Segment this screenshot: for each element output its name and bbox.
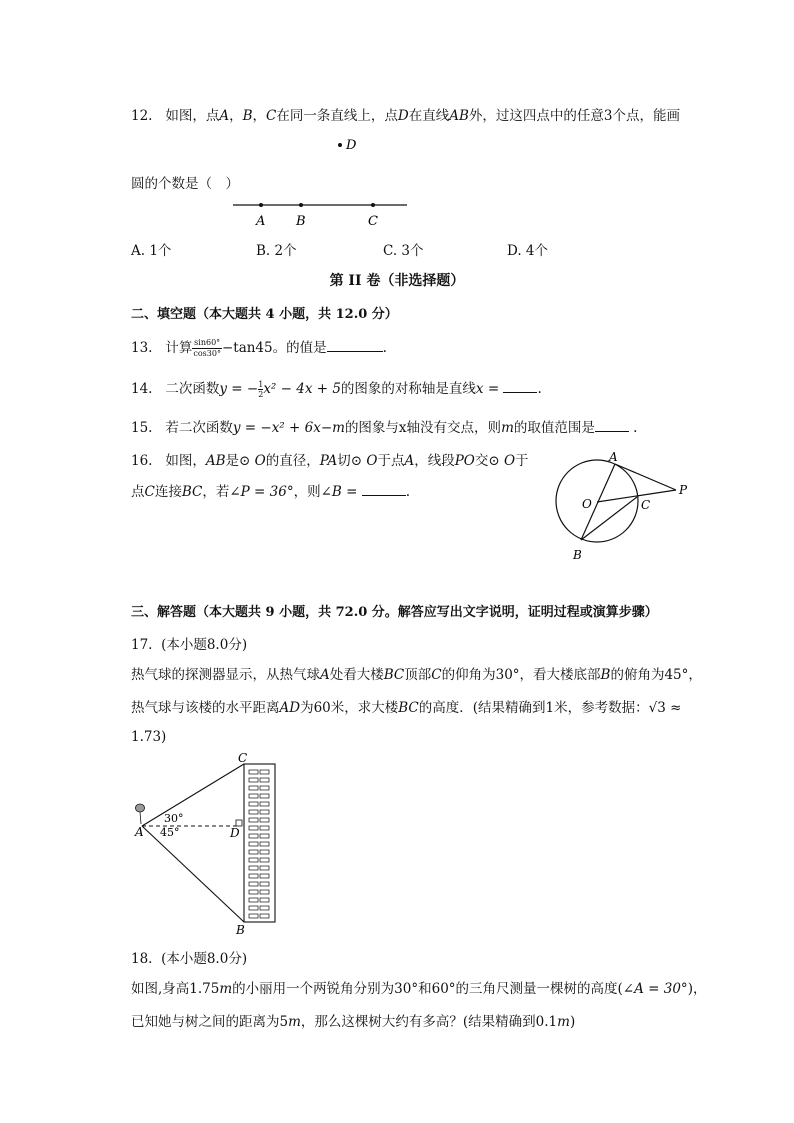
point-B bbox=[299, 203, 303, 207]
q14-line: 14. 二次函数y = − $\frac{1}{2}x^2 - 4x + 5$的图象的对称轴是直线x = . bbox=[131, 380, 542, 399]
point-C bbox=[371, 203, 375, 207]
q14-fraction: $\frac{1}{2}$ bbox=[258, 380, 264, 399]
q16-figure bbox=[545, 446, 705, 568]
label-45: 45° bbox=[160, 826, 180, 839]
q18-line1: 如图,身高1.75m的小丽用一个两锐角分别为30°和60°的三角尺测量一棵树的高度(∠A = 30°)， bbox=[131, 981, 707, 997]
question-number: 13. bbox=[131, 340, 153, 356]
q12-line1: 12. 如图，点A，B，C在同一条直线上，点D在直线AB外，过这四点中的任意3个点，能画 bbox=[131, 108, 680, 124]
score-note: (本小题8.0分) bbox=[161, 637, 248, 653]
q18-header bbox=[131, 947, 247, 967]
circle-O bbox=[556, 460, 638, 542]
label-D: D bbox=[230, 826, 240, 840]
building bbox=[244, 764, 275, 922]
q13-fraction: $\frac{\sin 60^\circ}{\cos 30^\circ}$ bbox=[193, 338, 221, 358]
option-c: C. 3个 bbox=[383, 243, 424, 259]
balloon-icon bbox=[136, 804, 145, 812]
section-title-answer: 三、解答题（本大题共 9 小题，共 72.0 分。解答应写出文字说明，证明过程或演算步骤） bbox=[131, 605, 658, 620]
answer-blank bbox=[327, 351, 383, 352]
question-number: 17. bbox=[131, 637, 153, 653]
label-C: C bbox=[238, 751, 248, 765]
q18-line2: 已知她与树之间的距离为5m，那么这棵树大约有多高？(结果精确到0.1m) bbox=[131, 1014, 576, 1030]
answer-blank bbox=[595, 431, 629, 432]
line-AB bbox=[142, 826, 244, 922]
question-number: 18. bbox=[131, 951, 153, 967]
line-AC bbox=[142, 764, 244, 826]
q16-line1: 16. 如图，AB是⊙ O的直径，PA切⊙ O于点A，线段PO交⊙ O于 bbox=[131, 453, 529, 469]
score-note: (本小题8.0分) bbox=[161, 951, 248, 967]
answer-blank bbox=[503, 392, 537, 393]
question-number: 15. bbox=[131, 420, 153, 436]
label-C: C bbox=[641, 498, 651, 512]
option-a: A. 1个 bbox=[131, 243, 172, 259]
option-d: D. 4个 bbox=[507, 243, 549, 259]
label-B: B bbox=[296, 214, 306, 229]
label-A: A bbox=[135, 825, 144, 839]
point-D bbox=[338, 143, 342, 147]
answer-blank bbox=[362, 495, 406, 496]
point-A bbox=[259, 203, 263, 207]
question-number: 14. bbox=[131, 381, 153, 397]
q13-line: 13. 计算 $\frac{\sin 60^\circ}{\cos 30^\circ}$ −tan45。的值是 . bbox=[131, 338, 387, 358]
q12-line2: 圆的个数是（ ） bbox=[131, 176, 239, 192]
label-O: O bbox=[582, 497, 592, 511]
segment-PA bbox=[615, 464, 676, 490]
q17-line1: 热气球的探测器显示，从热气球A处看大楼BC顶部C的仰角为30°，看大楼底部B的俯角为45°， bbox=[131, 667, 702, 683]
q17-line3: 1.73) bbox=[131, 729, 167, 745]
q17-header bbox=[131, 633, 247, 653]
label-A: A bbox=[609, 450, 618, 464]
q16-line2: 点C连接BC，若∠P = 36°，则∠B = . bbox=[131, 484, 411, 500]
q12-figure bbox=[225, 132, 425, 232]
option-b: B. 2个 bbox=[256, 243, 297, 259]
q17-figure bbox=[130, 750, 290, 940]
label-A: A bbox=[256, 214, 266, 229]
label-B: B bbox=[236, 923, 245, 937]
label-30: 30° bbox=[164, 812, 184, 825]
section-title-fill-in: 二、填空题（本大题共 4 小题，共 12.0 分） bbox=[131, 307, 398, 322]
label-D: D bbox=[346, 138, 357, 153]
q17-line2: 热气球与该楼的水平距离AD为60米，求大楼BC的高度．(结果精确到1米，参考数据：√3 ≈ bbox=[131, 700, 682, 716]
q15-line: 15. 若二次函数y = −x² + 6x−m的图象与x轴没有交点，则m的取值范围是 . bbox=[131, 420, 638, 436]
part-title: 第 II 卷（非选择题） bbox=[329, 273, 465, 289]
label-C: C bbox=[368, 214, 378, 229]
label-B: B bbox=[573, 548, 582, 562]
question-number: 12. bbox=[131, 108, 153, 124]
question-number: 16. bbox=[131, 453, 153, 469]
label-P: P bbox=[679, 483, 688, 497]
